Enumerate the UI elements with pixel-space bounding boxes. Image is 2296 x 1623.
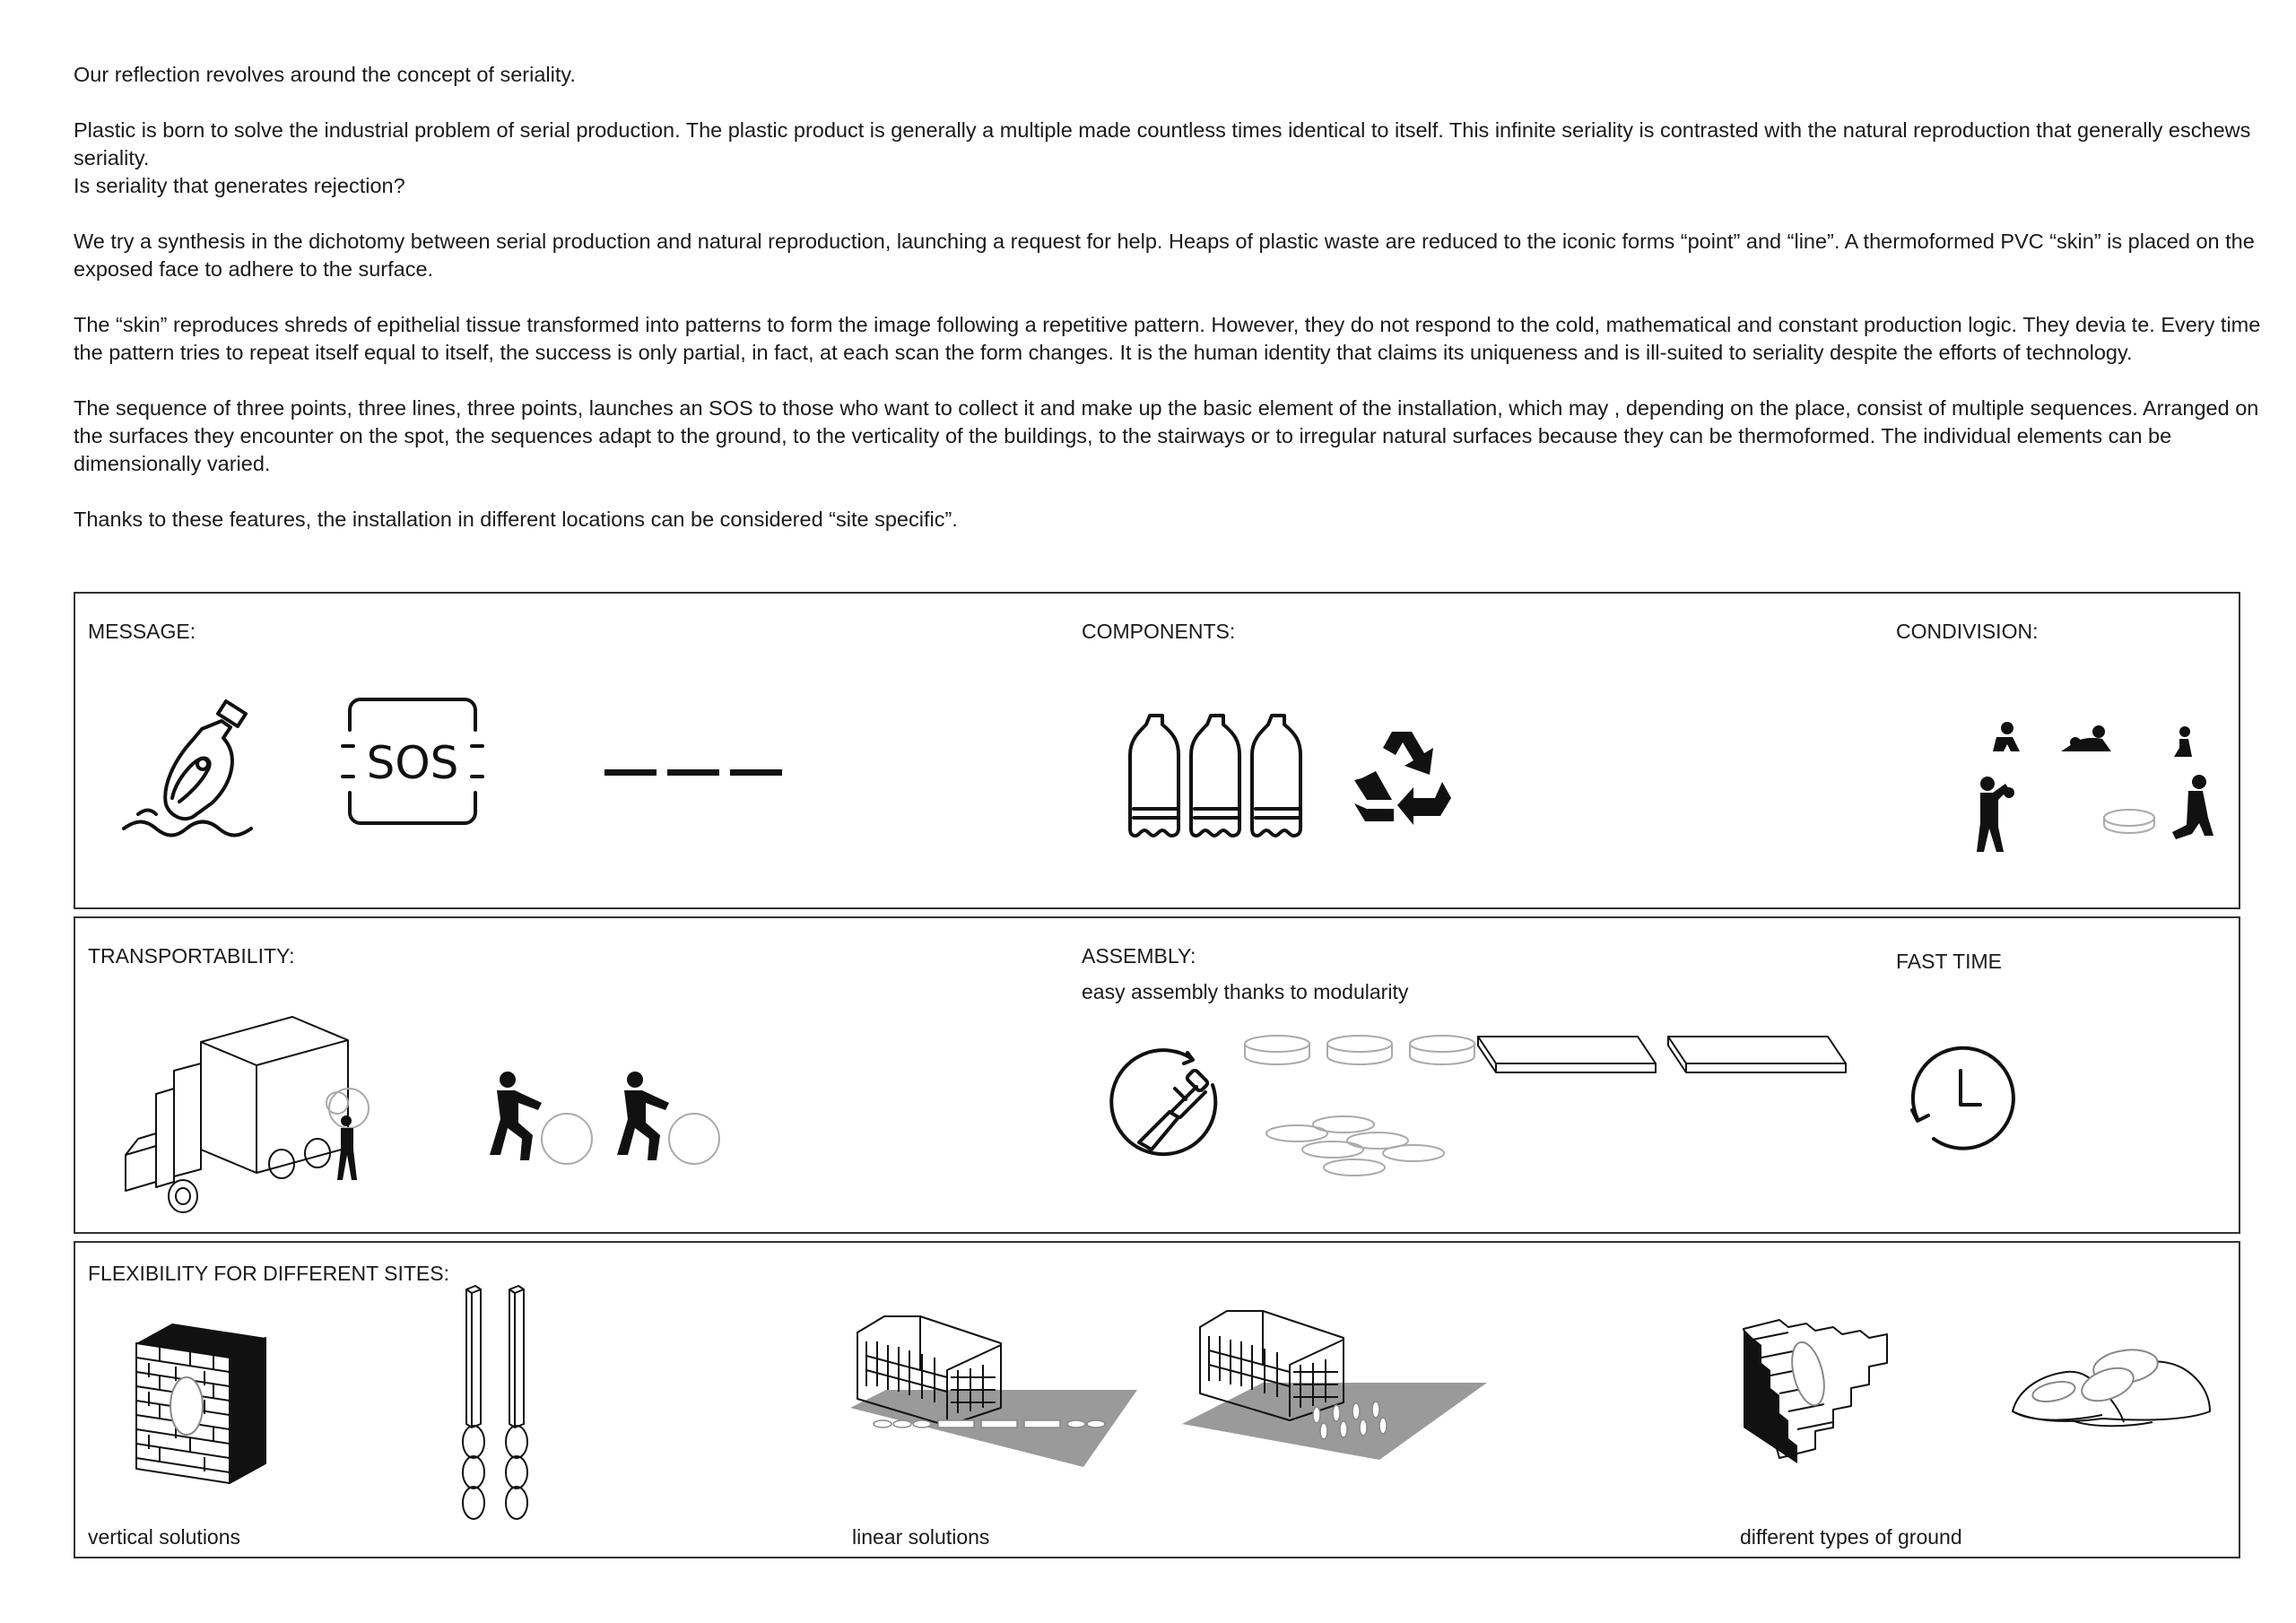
fast-time-label: FAST TIME: [1896, 950, 2003, 973]
rocks-icon: [2009, 1340, 2215, 1438]
svg-text:SOS: SOS: [366, 737, 459, 789]
dash-line-icon: [604, 769, 784, 778]
panel-transport-assembly-time: [74, 916, 2240, 1234]
vertical-columns-icon: [456, 1286, 536, 1519]
condivision-label: CONDIVISION:: [1896, 620, 2039, 643]
transportability-label: TRANSPORTABILITY:: [88, 944, 295, 968]
intro-paragraph-2: Plastic is born to solve the industrial problem of serial production. The plastic product is generally a multiple made countless times identical to itself. This infinite seriality is contrasted with the natural reproduction that generally eschews seriality. Is seriality that generates rejection?: [74, 118, 2251, 197]
message-in-bottle-icon: [120, 694, 264, 838]
intro-paragraph-5: The sequence of three points, three lines, three points, launches an SOS to those who want to collect it and make up the basic element of the installation, which may , depending on the place, consist of multiple sequences. Arranged on the surfaces they encounter on the spot, the sequences adapt to the ground, to the verticality of the buildings, to the stairways or to irregular natural surfaces because they can be thermoformed. The individual elements can be dimensionally varied.: [74, 396, 2259, 475]
intro-paragraph-1: Our reflection revolves around the concept of seriality.: [74, 63, 576, 86]
intro-paragraph-4: The “skin” reproduces shreds of epithelial tissue transformed into patterns to form the image following a repetitive pattern. However, they do not respond to the cold, mathematical and constant production logic. They devia te. Every time the pattern tries to repeat itself equal to itself, the success is only partial, in fact, at each scan the form changes. It is the human identity that claims its uniqueness and is ill-suited to seriality despite the efforts of technology.: [74, 313, 2261, 364]
building-linear-icon: [850, 1315, 1137, 1467]
assembly-label: ASSEMBLY:: [1082, 944, 1196, 968]
person-pushing-disc-icon-2: [615, 1071, 723, 1169]
linear-solutions-caption: linear solutions: [852, 1525, 990, 1549]
intro-paragraph-6: Thanks to these features, the installation in different locations can be considered “site specific”.: [74, 508, 958, 531]
truck-icon: [120, 1004, 407, 1211]
building-linear-icon-2: [1182, 1309, 1487, 1462]
message-label: MESSAGE:: [88, 620, 196, 643]
brick-wall-icon: [136, 1322, 271, 1483]
intro-paragraph-3: We try a synthesis in the dichotomy between serial production and natural reproduction, launching a request for help. Heaps of plastic waste are reduced to the iconic forms “point” and “line”. A thermoformed PVC “skin” is placed on the exposed face to adhere to the surface.: [74, 230, 2255, 281]
person-pushing-disc-icon: [488, 1071, 596, 1169]
screwdriver-icon: [1112, 1049, 1229, 1166]
intro-text: [74, 61, 2280, 561]
discs-and-slabs-icon: [1243, 1035, 1889, 1187]
flexibility-label: FLEXIBILITY FOR DIFFERENT SITES:: [88, 1262, 450, 1285]
components-label: COMPONENTS:: [1082, 620, 1236, 643]
vertical-solutions-caption: vertical solutions: [88, 1525, 241, 1549]
plastic-bottles-icon: [1134, 712, 1313, 838]
recycle-icon: [1349, 723, 1457, 830]
panel-flexibility: [74, 1241, 2240, 1558]
different-ground-caption: different types of ground: [1740, 1525, 1962, 1549]
stairs-icon: [1744, 1320, 1887, 1463]
sos-sign-icon: [341, 694, 484, 829]
panel-message-components-condivision: [74, 592, 2240, 909]
clock-icon: [1905, 1046, 2016, 1157]
people-sharing-icon: [1977, 719, 2210, 854]
assembly-note: easy assembly thanks to modularity: [1082, 980, 1409, 1003]
